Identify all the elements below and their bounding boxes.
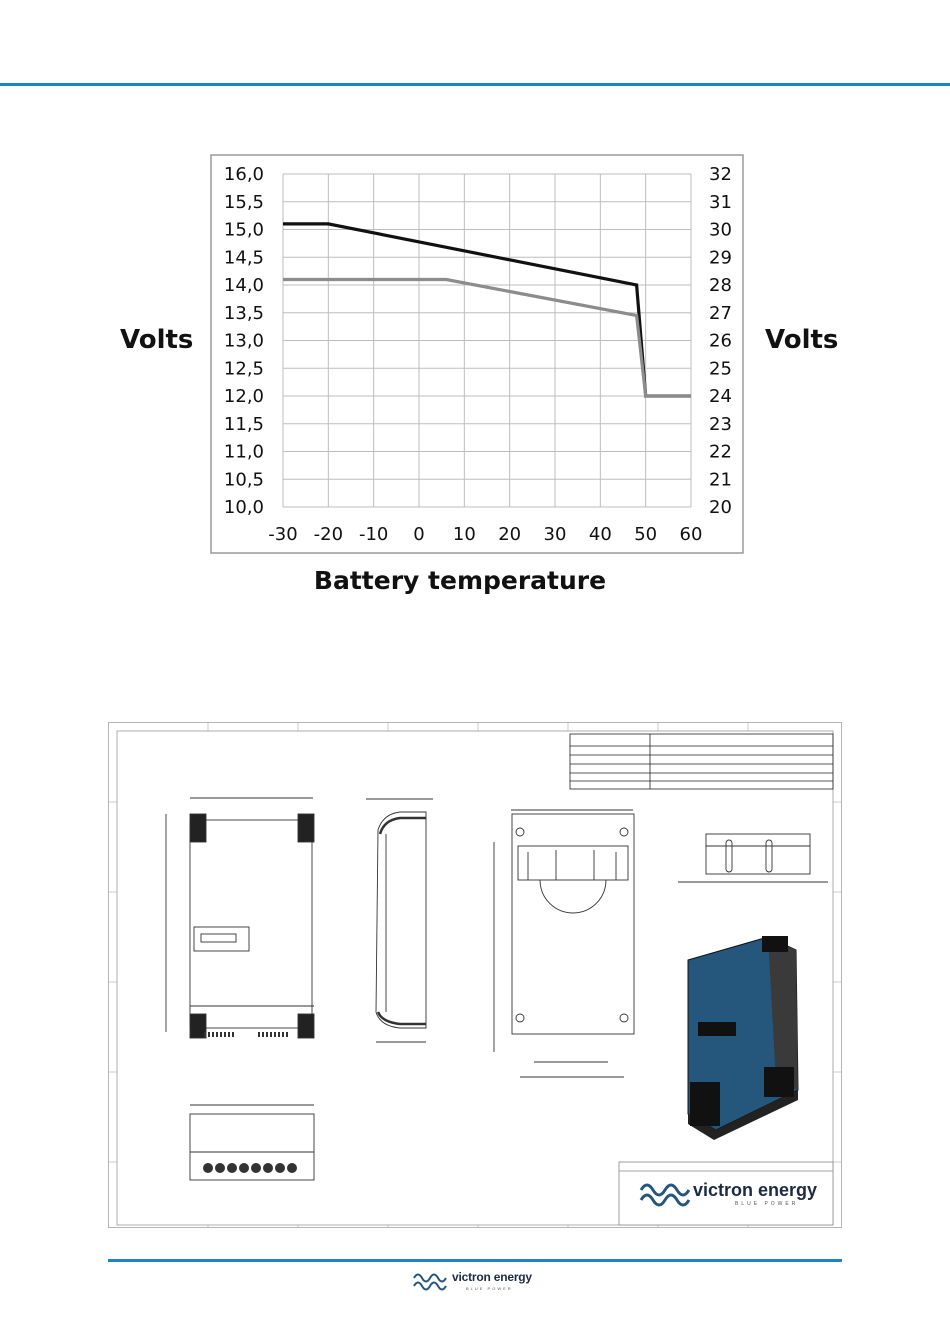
y-left-tick-label: 13,5 — [223, 302, 264, 324]
y-left-tick-label: 15,0 — [223, 219, 264, 241]
bottom-rule — [108, 1259, 842, 1262]
x-tick-label: 0 — [413, 524, 425, 545]
x-tick-label: -30 — [268, 524, 298, 545]
drawing-brand-tagline: BLUE POWER — [735, 1201, 799, 1207]
dimension-drawing — [108, 722, 842, 1228]
y-right-tick-label: 30 — [709, 219, 732, 241]
y-right-tick-label: 32 — [709, 164, 732, 185]
temperature-compensation-chart — [0, 0, 950, 620]
y-left-tick-label: 12,5 — [223, 358, 264, 380]
y-left-tick-label: 11,5 — [223, 413, 264, 435]
y-left-tick-label: 12,0 — [223, 386, 264, 407]
y-left-tick-label: 14,5 — [223, 247, 264, 269]
y-right-tick-label: 29 — [709, 247, 732, 269]
x-tick-label: 50 — [634, 524, 658, 545]
x-axis-title: Battery temperature — [313, 566, 607, 595]
y-right-tick-label: 21 — [709, 469, 732, 491]
x-tick-label: -20 — [313, 524, 344, 545]
y-right-tick-label: 25 — [709, 358, 732, 380]
y-left-tick-label: 13,0 — [223, 330, 264, 352]
y-axis-left-title: Volts — [120, 325, 194, 355]
y-left-tick-label: 16,0 — [223, 164, 264, 185]
y-right-tick-label: 20 — [709, 497, 732, 518]
y-left-tick-label: 11,0 — [223, 441, 264, 463]
y-right-tick-label: 28 — [709, 275, 732, 296]
footer-brand-name: victron energy — [452, 1270, 532, 1284]
drawing-brand-name: victron energy — [693, 1180, 818, 1200]
y-axis-right-title: Volts — [765, 325, 839, 355]
y-right-tick-label: 27 — [709, 302, 732, 324]
y-right-tick-label: 24 — [709, 386, 732, 407]
x-tick-label: 40 — [588, 524, 612, 545]
x-tick-label: 20 — [498, 524, 522, 545]
y-left-tick-label: 14,0 — [223, 275, 264, 296]
y-right-tick-label: 23 — [709, 413, 732, 435]
footer-brand-tagline: BLUE POWER — [466, 1286, 513, 1291]
chart-frame — [211, 155, 743, 553]
x-tick-label: -10 — [358, 524, 389, 545]
y-left-tick-label: 10,5 — [223, 469, 264, 491]
x-tick-label: 30 — [543, 524, 567, 545]
y-right-tick-label: 31 — [709, 191, 732, 213]
y-right-tick-label: 26 — [709, 330, 732, 352]
x-tick-label: 10 — [452, 524, 476, 545]
x-tick-label: 60 — [679, 524, 703, 545]
y-right-tick-label: 22 — [709, 441, 732, 463]
y-left-tick-label: 10,0 — [223, 497, 264, 518]
y-left-tick-label: 15,5 — [223, 191, 264, 213]
